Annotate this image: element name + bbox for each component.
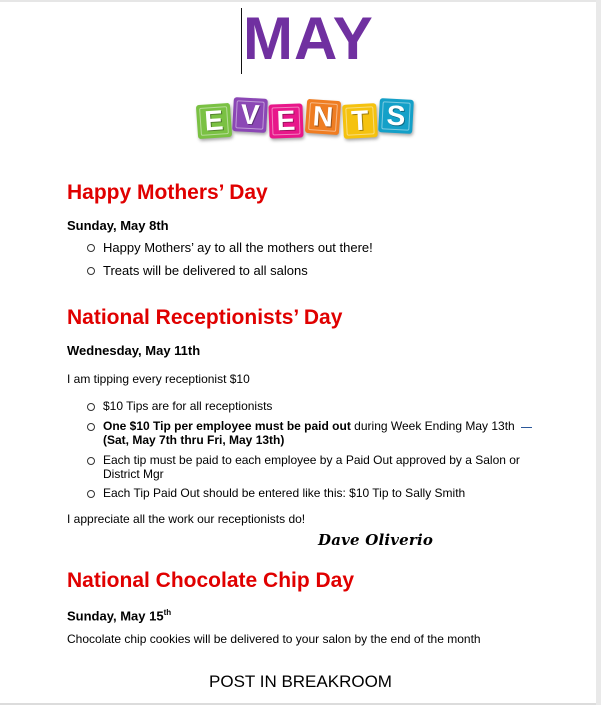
signature: Dave Oliverio xyxy=(318,531,434,549)
events-letter-tile: S xyxy=(378,98,414,134)
receptionists-bullet[interactable]: $10 Tips are for all receptionists xyxy=(103,399,273,413)
bullet-icon xyxy=(87,490,95,498)
mothers-day-date[interactable]: Sunday, May 8th xyxy=(67,218,169,233)
bullet-icon xyxy=(87,244,95,252)
events-logo xyxy=(193,90,423,146)
bullet-icon xyxy=(87,267,95,275)
receptionists-bullet-payout[interactable] xyxy=(103,419,533,447)
receptionists-intro[interactable]: I am tipping every receptionist $10 xyxy=(67,372,250,386)
chocolate-date-main: Sunday, May 15 xyxy=(67,608,164,624)
chocolate-chip-body[interactable]: Chocolate chip cookies will be delivered to your salon by the end of the month xyxy=(67,632,481,646)
receptionists-day-date[interactable]: Wednesday, May 11th xyxy=(67,343,201,358)
payout-rule-rest: during Week Ending May 13th xyxy=(350,419,515,433)
receptionists-day-heading[interactable]: National Receptionists’ Day xyxy=(67,306,343,329)
events-letter-tile: T xyxy=(342,103,378,139)
receptionists-bullet[interactable]: Each Tip Paid Out should be entered like this: $10 Tip to Sally Smith xyxy=(103,486,466,500)
chocolate-chip-day-date[interactable] xyxy=(67,605,171,624)
events-letter-tile: V xyxy=(232,97,268,133)
comment-anchor-mark[interactable] xyxy=(521,427,532,428)
bullet-icon xyxy=(87,457,95,465)
events-letter-tile: E xyxy=(196,103,232,139)
events-letter-tile: E xyxy=(268,103,303,138)
mothers-day-bullet[interactable]: Happy Mothers’ ay to all the mothers out there! xyxy=(103,240,373,255)
bullet-icon xyxy=(87,423,95,431)
chocolate-chip-day-heading[interactable]: National Chocolate Chip Day xyxy=(67,569,355,592)
mothers-day-bullet[interactable]: Treats will be delivered to all salons xyxy=(103,263,308,278)
mothers-day-heading[interactable]: Happy Mothers’ Day xyxy=(67,181,268,204)
page-right-edge xyxy=(596,0,601,705)
receptionists-bullet[interactable]: Each tip must be paid to each employee by a Paid Out approved by a Salon or District Mgr xyxy=(103,453,520,481)
payout-rule-bold: One $10 Tip per employee must be paid out xyxy=(103,419,351,433)
page-title[interactable]: MAY xyxy=(243,5,374,72)
receptionists-closing[interactable]: I appreciate all the work our receptionists do! xyxy=(67,512,306,526)
page-top-edge xyxy=(0,0,601,2)
chocolate-date-suffix: th xyxy=(163,608,172,617)
bullet-icon xyxy=(87,403,95,411)
text-cursor xyxy=(241,8,242,74)
post-in-breakroom[interactable]: POST IN BREAKROOM xyxy=(209,672,392,691)
payout-week-range: (Sat, May 7th thru Fri, May 13th) xyxy=(103,433,285,447)
events-letter-tile: N xyxy=(305,99,341,135)
